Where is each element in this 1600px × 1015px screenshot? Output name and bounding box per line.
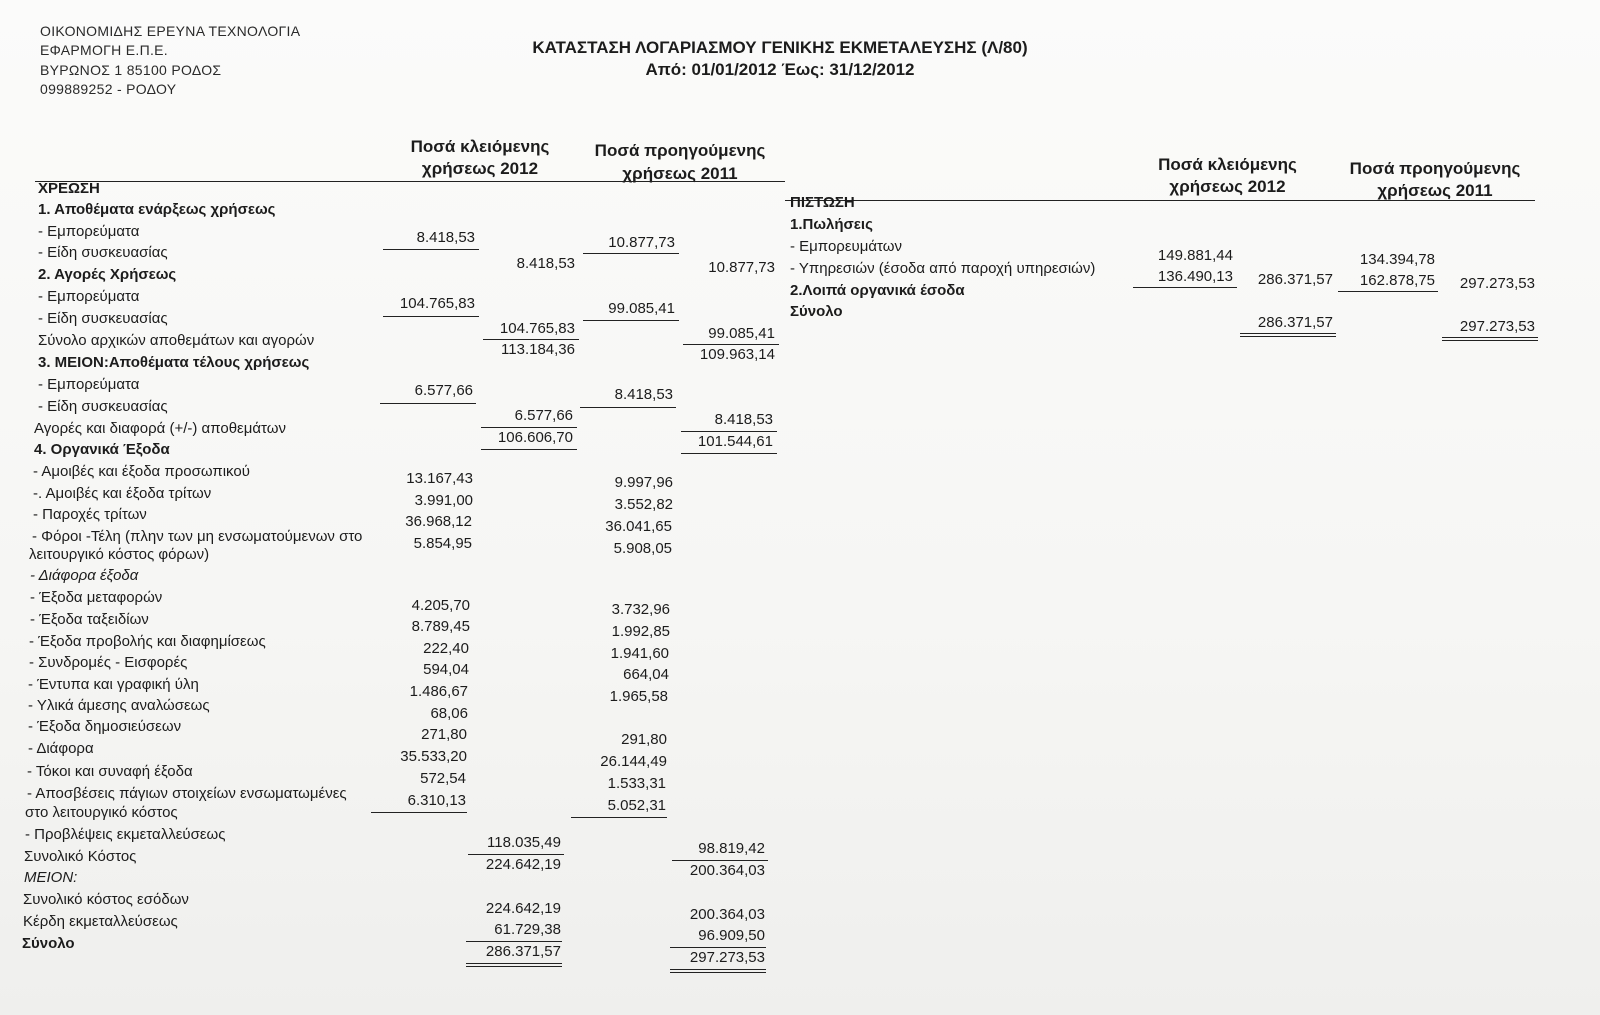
expense-2012: 13.167,43 [406, 470, 473, 487]
document-period: Από: 01/01/2012 Έως: 31/12/2012 [645, 60, 915, 79]
company-subtitle: ΕΦΑΡΜΟΓΗ Ε.Π.Ε. [40, 42, 168, 58]
col-header-current-1: Ποσά κλειόμενης [410, 137, 550, 156]
misc-expense-2012: 4.205,70 [411, 597, 470, 614]
s3-2012-rule [380, 403, 476, 404]
exp-total-2011-rule [672, 860, 768, 861]
credit-services-2011: 162.878,75 [1359, 272, 1435, 289]
s2-pack-label: - Είδη συσκευασίας [38, 310, 168, 327]
misc-expense-label: - Έξοδα δημοσιεύσεων [28, 718, 182, 735]
credit-sales-total-2012: 286.371,57 [1257, 271, 1333, 288]
operating-profit-label: Κέρδη εκμεταλλεύσεως [23, 913, 178, 930]
credit-goods-2012: 149.881,44 [1157, 247, 1233, 264]
s3-total-2012-rule [481, 427, 577, 428]
misc-expense-2011: 1.992,85 [611, 623, 670, 640]
credit-goods-label: - Εμπορευμάτων [790, 238, 902, 255]
s2-goods-label: - Εμπορεύματα [38, 288, 140, 305]
s3-total-2011-rule [681, 431, 777, 432]
misc-expense-2011: 291,80 [621, 731, 667, 748]
s3-total-2012: 6.577,66 [514, 407, 573, 424]
profit-2012-rule [466, 941, 562, 942]
credit-section-1: 1.Πωλήσεις [790, 216, 873, 233]
misc-expense-2011: 3.732,96 [611, 601, 670, 618]
expense-2011: 5.908,05 [613, 540, 672, 557]
misc-expense-2012: 572,54 [420, 770, 466, 787]
s2-2012-rule [383, 316, 479, 317]
expense-2012: 36.968,12 [405, 513, 472, 530]
sum-initial-purchases-label: Σύνολο αρχικών αποθεμάτων και αγορών [38, 332, 315, 349]
debit-total-label: Σύνολο [22, 935, 75, 952]
debit-header-rule [35, 181, 785, 182]
col-header-previous-1: Ποσά προηγούμενης [594, 141, 766, 160]
misc-expense-2011: 26.144,49 [600, 753, 667, 770]
s1-goods-2011: 10.877,73 [608, 234, 675, 251]
total-cost-of-income-2012: 224.642,19 [485, 900, 561, 917]
total-2012-rule-1 [466, 963, 562, 964]
misc-expense-2012: 68,06 [430, 705, 468, 722]
misc-expense-label: - Τόκοι και συναφή έξοδα [27, 763, 193, 780]
s2-2011-rule [583, 320, 679, 321]
expense-label: - Αμοιβές και έξοδα προσωπικού [33, 463, 250, 480]
debit-section-2: 2. Αγορές Χρήσεως [38, 266, 177, 283]
s1-pack-label: - Είδη συσκευασίας [38, 244, 168, 261]
credit-total-2011: 297.273,53 [1459, 318, 1535, 335]
profit-2011-rule [670, 947, 766, 948]
total-cost-label: Συνολικό Κόστος [24, 848, 137, 865]
misc-expense-label: - Υλικά άμεσης αναλώσεως [28, 697, 210, 714]
s2-total-2012-rule [483, 339, 579, 340]
s1-total-2012: 8.418,53 [516, 255, 575, 272]
company-address: ΒΥΡΩΝΟΣ 1 85100 ΡΟΔΟΣ [40, 62, 222, 78]
tax-label-continued: λειτουργικό κόστος φόρων) [29, 546, 210, 563]
debit-section-3: 3. ΜΕΙΟΝ:Αποθέματα τέλους χρήσεως [38, 354, 310, 371]
credit-total-2011-rule-2 [1442, 340, 1538, 341]
exp-2011-rule [571, 817, 667, 818]
misc-expense-2012: 35.533,20 [400, 748, 467, 765]
company-tax-id: 099889252 - ΡΟΔΟΥ [40, 81, 177, 97]
misc-expenses-heading: - Διάφορα έξοδα [30, 567, 139, 584]
misc-expense-label: - Διάφορα [28, 740, 94, 757]
credit-header-rule [785, 200, 1535, 201]
sum-initial-purchases-2011: 109.963,14 [699, 346, 775, 363]
debit-section-1: 1. Αποθέματα ενάρξεως χρήσεως [38, 201, 276, 218]
misc-expense-label: - Έντυπα και γραφική ύλη [28, 676, 199, 693]
expenses-total-2011: 98.819,42 [698, 840, 765, 857]
credit-col-header-previous-2: χρήσεως 2011 [1377, 181, 1493, 200]
misc-expense-2012: 8.789,45 [411, 618, 470, 635]
credit-services-2011-rule [1338, 291, 1438, 292]
credit-total-2012-rule-2 [1240, 336, 1336, 337]
s3-goods-label: - Εμπορεύματα [38, 376, 140, 393]
col-header-current-2: χρήσεως 2012 [421, 159, 539, 178]
minus-label: ΜΕΙΟΝ: [24, 869, 78, 886]
col-header-previous-2: χρήσεως 2011 [622, 164, 738, 183]
misc-expense-2012: 222,40 [423, 640, 469, 657]
diff-2011-rule [681, 453, 777, 454]
s3-goods-2012: 6.577,66 [414, 382, 473, 399]
s1-2011-rule [583, 253, 679, 254]
exp-2012-rule [371, 812, 467, 813]
s1-goods-label: - Εμπορεύματα [38, 223, 140, 240]
misc-expense-2012: 271,80 [421, 726, 467, 743]
s3-total-2011: 8.418,53 [714, 411, 773, 428]
operating-profit-2012: 61.729,38 [494, 921, 561, 938]
misc-expense-label: - Συνδρομές - Εισφορές [29, 654, 188, 671]
expense-2011: 9.997,96 [614, 474, 673, 491]
expense-2011: 36.041,65 [605, 518, 672, 535]
debit-total-2011: 297.273,53 [689, 949, 765, 966]
purchases-diff-label: Αγορές και διαφορά (+/-) αποθεμάτων [34, 420, 286, 437]
exp-total-2012-rule [468, 854, 564, 855]
purchases-diff-2011: 101.544,61 [697, 433, 773, 450]
misc-expense-2011: 1.533,31 [607, 775, 666, 792]
credit-total-2012: 286.371,57 [1257, 314, 1333, 331]
sum-initial-purchases-2012: 113.184,36 [501, 341, 575, 358]
credit-total-label: Σύνολο [790, 303, 843, 320]
total-cost-of-income-2011: 200.364,03 [689, 906, 765, 923]
expense-2011: 3.552,82 [614, 496, 673, 513]
s2-goods-2012: 104.765,83 [399, 295, 475, 312]
credit-col-header-current-1: Ποσά κλειόμενης [1158, 155, 1297, 174]
expense-label: -. Αμοιβές και έξοδα τρίτων [33, 485, 212, 502]
expenses-total-2012: 118.035,49 [487, 834, 561, 851]
s2-goods-2011: 99.085,41 [608, 300, 675, 317]
misc-expense-2011: 664,04 [623, 666, 669, 683]
total-2011-rule-1 [670, 969, 766, 970]
misc-expense-2011: 5.052,31 [607, 797, 666, 814]
s3-pack-label: - Είδη συσκευασίας [38, 398, 168, 415]
credit-heading: ΠΙΣΤΩΣΗ [790, 194, 855, 211]
document-title: ΚΑΤΑΣΤΑΣΗ ΛΟΓΑΡΙΑΣΜΟΥ ΓΕΝΙΚΗΣ ΕΚΜΕΤΑΛΕΥΣΗΣ (Λ/80) [532, 38, 1028, 57]
s2-total-2011: 99.085,41 [708, 325, 775, 342]
misc-expense-2011: 1.965,58 [609, 688, 668, 705]
misc-expense-label: - Αποσβέσεις πάγιων στοιχείων ενσωματωμένες [27, 785, 347, 802]
s1-goods-2012: 8.418,53 [416, 229, 475, 246]
total-cost-2012: 224.642,19 [485, 856, 561, 873]
expense-2012: 5.854,95 [413, 535, 472, 552]
misc-expense-label: - Έξοδα ταξειδίων [30, 611, 149, 628]
credit-col-header-previous-1: Ποσά προηγούμενης [1349, 159, 1521, 178]
s2-total-2012: 104.765,83 [499, 320, 575, 337]
credit-total-2011-rule-1 [1442, 337, 1538, 338]
operating-profit-2011: 96.909,50 [698, 927, 765, 944]
expense-2012: 3.991,00 [414, 492, 473, 509]
total-2011-rule-2 [670, 972, 766, 973]
s1-2012-rule [383, 249, 479, 250]
credit-goods-2011: 134.394,78 [1359, 251, 1435, 268]
credit-section-2: 2.Λοιπά οργανικά έσοδα [790, 282, 965, 299]
misc-expense-label: - Έξοδα μεταφορών [30, 589, 163, 606]
expense-label: - Φόροι -Τέλη (πλην των μη ενσωματούμενων στο [32, 528, 363, 545]
credit-services-label: - Υπηρεσιών (έσοδα από παροχή υπηρεσιών) [790, 260, 1096, 277]
misc-expense-label: - Έξοδα προβολής και διαφημίσεως [29, 633, 266, 650]
s1-total-2011: 10.877,73 [708, 259, 775, 276]
purchases-diff-2012: 106.606,70 [497, 429, 573, 446]
credit-col-header-current-2: χρήσεως 2012 [1169, 177, 1286, 196]
credit-services-2012-rule [1133, 287, 1237, 288]
s3-goods-2011: 8.418,53 [614, 386, 673, 403]
expense-label: - Παροχές τρίτων [33, 506, 147, 523]
s3-2011-rule [580, 407, 676, 408]
total-2012-rule-2 [466, 966, 562, 967]
credit-services-2012: 136.490,13 [1157, 268, 1233, 285]
total-cost-of-income-label: Συνολικό κόστος εσόδων [23, 891, 189, 908]
debit-heading: ΧΡΕΩΣΗ [38, 180, 100, 197]
misc-expense-2012: 1.486,67 [409, 683, 468, 700]
depreciation-label-continued: στο λειτουργικό κόστος [25, 804, 178, 821]
credit-sales-total-2011: 297.273,53 [1459, 275, 1535, 292]
provisions-label: - Προβλέψεις εκμεταλλεύσεως [25, 826, 226, 843]
misc-expense-2012: 6.310,13 [407, 792, 466, 809]
credit-total-2012-rule-1 [1240, 333, 1336, 334]
debit-total-2012: 286.371,57 [485, 943, 561, 960]
company-name: ΟΙΚΟΝΟΜΙΔΗΣ ΕΡΕΥΝΑ ΤΕΧΝΟΛΟΓΙΑ [40, 23, 301, 39]
total-cost-2011: 200.364,03 [689, 862, 765, 879]
misc-expense-2011: 1.941,60 [610, 645, 669, 662]
misc-expense-2012: 594,04 [423, 661, 469, 678]
s2-total-2011-rule [683, 344, 779, 345]
diff-2012-rule [481, 449, 577, 450]
debit-section-4: 4. Οργανικά Έξοδα [34, 441, 170, 458]
